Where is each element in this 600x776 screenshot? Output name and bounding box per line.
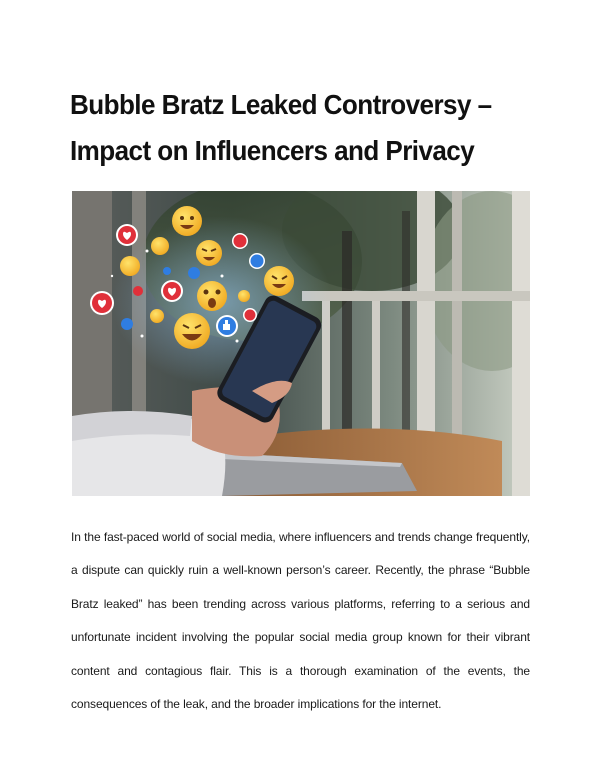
article-paragraph: In the fast-paced world of social media, where influencers and trends change frequently, a dispute can quickly ruin a well-known person’s career. Recently, the phrase “Bubble Bratz leaked” has been trending across various platforms, referring to a serious and unfortunate incident involving the popular social media group known for their vibrant content and contagious flair. This is a thorough examination of the events, the consequences of the leak, and the broader implications for the internet. xyxy=(71,530,530,712)
article-title: Bubble Bratz Leaked Controversy – Impact on Influencers and Privacy xyxy=(70,89,492,166)
article-hero-image xyxy=(72,191,530,496)
